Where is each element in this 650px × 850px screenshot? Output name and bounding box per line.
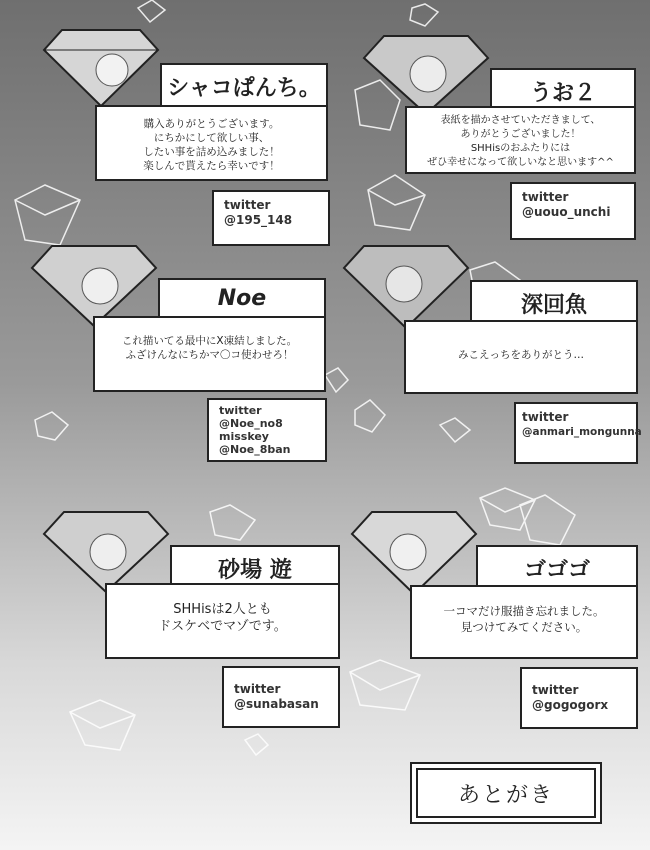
afterword-title: あとがき bbox=[416, 768, 596, 818]
message-box bbox=[410, 585, 638, 659]
name-box bbox=[158, 278, 326, 318]
artist-name: うお２ bbox=[529, 81, 596, 106]
artist-name: ゴゴゴ bbox=[523, 558, 590, 583]
artist-message: 購入ありがとうございます。 にちかにして欲しい事、 したい事を詰め込みました！ 楽しんで貰えたら幸いです！ bbox=[143, 118, 280, 172]
message-box bbox=[93, 316, 326, 392]
name-box bbox=[170, 545, 340, 585]
artist-message: これ描いてる最中にX凍結しました。 ふざけんなにちかマ〇コ使わせろ！ bbox=[121, 335, 298, 361]
twitter-box bbox=[510, 182, 636, 240]
social-label: twitter bbox=[224, 198, 271, 212]
name-box bbox=[490, 68, 636, 108]
twitter-box bbox=[520, 667, 638, 729]
crystal-outline-icon bbox=[138, 0, 165, 22]
social-label: misskey bbox=[219, 430, 269, 443]
twitter-box bbox=[212, 190, 330, 246]
artist-name: シャコぱんち。 bbox=[167, 76, 321, 101]
name-box bbox=[476, 545, 638, 587]
twitter-box bbox=[222, 666, 340, 728]
message-box bbox=[405, 106, 636, 174]
message-box bbox=[105, 583, 340, 659]
artist-message: 一コマだけ服描き忘れました。 見つけてみてください。 bbox=[443, 604, 605, 634]
artist-message: 表紙を描かさせていただきまして、 ありがとうございました！ SHHisのおふたりには ぜひ幸せになって欲しいなと思います^^ bbox=[427, 115, 614, 168]
crystal-outline-icon bbox=[350, 660, 420, 710]
artist-name: 砂場 遊 bbox=[218, 558, 292, 583]
artist-name: Noe bbox=[217, 286, 267, 311]
afterword-box bbox=[410, 762, 602, 824]
twitter-box bbox=[514, 402, 642, 464]
crystal-outline-icon bbox=[410, 4, 438, 26]
crystal-outline-icon bbox=[355, 400, 385, 432]
diamond-avatar-icon bbox=[42, 28, 160, 108]
crystal-outline-icon bbox=[70, 700, 135, 750]
crystal-outline-icon bbox=[245, 734, 268, 755]
diamond-avatar-icon bbox=[350, 510, 478, 596]
social-handle: @sunabasan bbox=[234, 697, 319, 711]
twitter-box bbox=[207, 398, 327, 462]
artist-message: みこえっちをありがとう… bbox=[458, 349, 584, 361]
crystal-outline-icon bbox=[325, 368, 348, 392]
social-label: twitter bbox=[219, 404, 262, 417]
social-handle: @gogogorx bbox=[532, 698, 609, 712]
crystal-outline-icon bbox=[368, 175, 425, 230]
social-label: twitter bbox=[532, 683, 579, 697]
crystal-outline-icon bbox=[520, 495, 575, 545]
name-box bbox=[470, 280, 638, 322]
social-label: twitter bbox=[234, 682, 281, 696]
crystal-outline-icon bbox=[210, 505, 255, 540]
diamond-avatar-icon bbox=[342, 244, 470, 330]
crystal-outline-icon bbox=[480, 488, 535, 530]
crystal-outline-icon bbox=[35, 412, 68, 440]
name-box bbox=[160, 63, 328, 107]
crystal-outline-icon bbox=[15, 185, 80, 245]
message-box bbox=[404, 320, 638, 394]
diamond-avatar-icon bbox=[42, 510, 170, 594]
social-handle: @anmari_mongunna bbox=[522, 426, 642, 438]
artist-message: SHHisは2人とも ドスケベでマゾです。 bbox=[158, 602, 287, 634]
social-handle: @uouo_unchi bbox=[522, 205, 611, 219]
social-handle: @Noe_8ban bbox=[219, 443, 291, 456]
crystal-outline-icon bbox=[440, 418, 470, 442]
social-handle: @195_148 bbox=[224, 213, 293, 227]
artist-name: 深回魚 bbox=[520, 293, 587, 318]
social-label: twitter bbox=[522, 190, 569, 204]
social-label: twitter bbox=[522, 410, 569, 424]
social-handle: @Noe_no8 bbox=[219, 417, 283, 430]
diamond-avatar-icon bbox=[362, 34, 490, 116]
message-box bbox=[95, 105, 328, 181]
